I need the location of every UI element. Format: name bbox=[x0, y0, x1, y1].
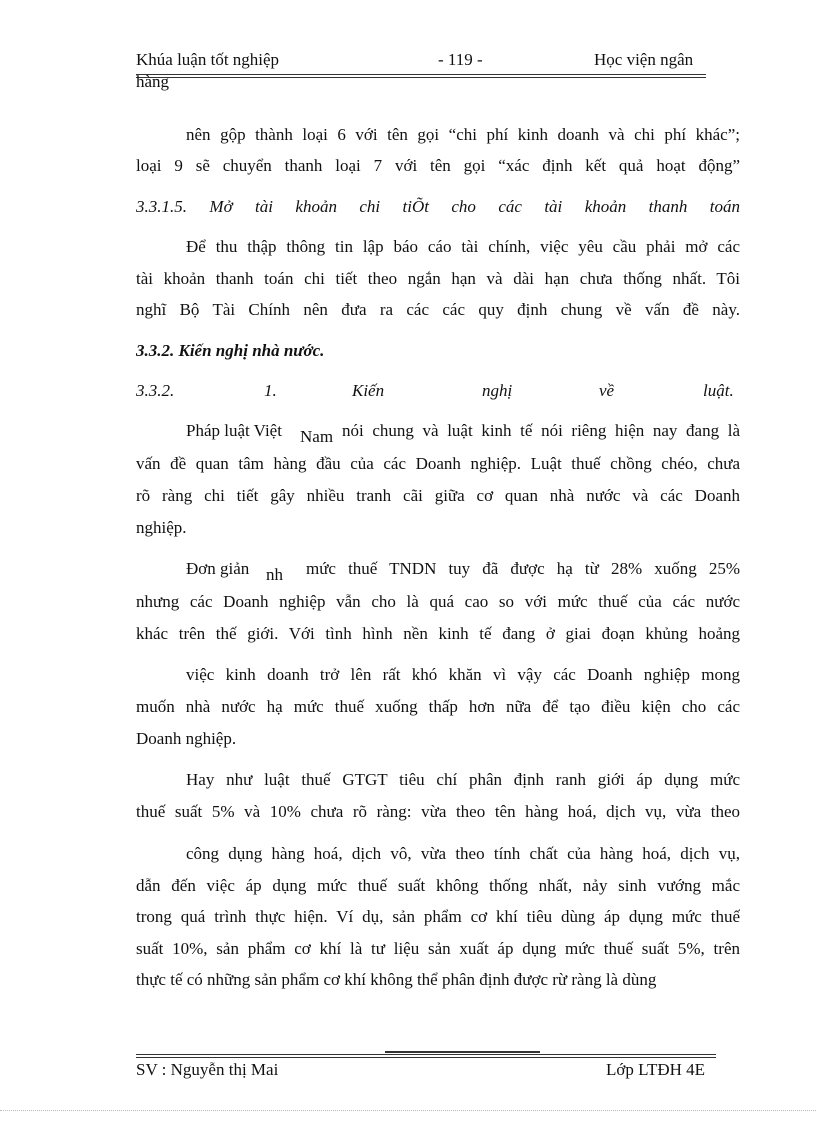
page-bottom-dotted-rule bbox=[0, 1110, 816, 1111]
heading-word: về bbox=[599, 381, 615, 400]
heading-word: luật. bbox=[703, 381, 734, 400]
heading-word: Kiến bbox=[352, 381, 385, 400]
text-line: thuế suất 5% và 10% chưa rõ ràng: vừa theo tên hàng hoá, dịch vụ, vừa theo bbox=[136, 802, 740, 821]
heading-word: nghị bbox=[482, 381, 513, 400]
header-rule-top bbox=[136, 74, 706, 75]
text-line: vấn đề quan tâm hàng đầu của các Doanh nghiệp. Luật thuế chồng chéo, chưa bbox=[136, 454, 740, 473]
text-line: trong quá trình thực hiện. Ví dụ, sản phẩm cơ khí tiêu dùng áp dụng mức thuế bbox=[136, 907, 740, 926]
section-heading-3-3-1-5: 3.3.1.5. Mở tài khoản chi tiÕt cho các tài khoản thanh toán bbox=[136, 197, 740, 216]
text-line: suất 10%, sản phẩm cơ khí là tư liệu sản xuất áp dụng mức thuế suất 5%, trên bbox=[136, 939, 740, 958]
text-line: nghĩ Bộ Tài Chính nên đưa ra các các quy định chung về vấn đề này. bbox=[136, 300, 740, 319]
text-fragment: Pháp luật Việt bbox=[186, 421, 282, 440]
text-line: rõ ràng chi tiết gây nhiều tranh cãi giữa cơ quan nhà nước và các Doanh bbox=[136, 486, 740, 505]
header-rule-bottom bbox=[136, 77, 706, 78]
text-line: loại 9 sẽ chuyển thanh loại 7 với tên gọi “xác định kết quả hoạt động” bbox=[136, 156, 740, 175]
text-line: dẫn đến việc áp dụng mức thuế suất không thống nhất, nảy sinh vướng mắc bbox=[136, 876, 740, 895]
text-line: nghiệp. bbox=[136, 518, 187, 537]
text-fragment: nh bbox=[266, 565, 283, 584]
text-line: nhưng các Doanh nghiệp vẫn cho là quá cao so với mức thuế của các nước bbox=[136, 592, 740, 611]
text-fragment: nói chung và luật kinh tế nói riêng hiện nay đang là bbox=[342, 421, 740, 440]
section-heading-3-3-2: 3.3.2. Kiến nghị nhà nước. bbox=[136, 341, 325, 360]
text-line: khác trên thế giới. Với tình hình nền kinh tế đang ở giai đoạn khủng hoảng bbox=[136, 624, 740, 643]
footer-rule-bottom bbox=[136, 1057, 716, 1058]
footer-rule-accent bbox=[385, 1051, 540, 1053]
text-line: muốn nhà nước hạ mức thuế xuống thấp hơn nữa để tạo điều kiện cho các bbox=[136, 697, 740, 716]
header-left: Khúa luận tốt nghiệp bbox=[136, 50, 280, 69]
text-fragment: Đơn giản bbox=[186, 559, 250, 578]
heading-number: 3.3.2. bbox=[136, 381, 175, 400]
header-left-continued: hàng bbox=[136, 72, 170, 91]
text-line: Hay như luật thuế GTGT tiêu chí phân định ranh giới áp dụng mức bbox=[186, 770, 740, 789]
text-line: tài khoản thanh toán chi tiết theo ngắn hạn và dài hạn chưa thống nhất. Tôi bbox=[136, 269, 740, 288]
footer-left: SV : Nguyễn thị Mai bbox=[136, 1060, 279, 1079]
footer-rule-top bbox=[136, 1054, 716, 1055]
heading-index: 1. bbox=[264, 381, 277, 400]
text-line: công dụng hàng hoá, dịch vô, vừa theo tính chất của hàng hoá, dịch vụ, bbox=[186, 844, 740, 863]
text-line: Doanh nghiệp. bbox=[136, 729, 237, 748]
text-line: việc kinh doanh trở lên rất khó khăn vì vậy các Doanh nghiệp mong bbox=[186, 665, 740, 684]
text-fragment: Nam bbox=[300, 427, 334, 446]
header-right: Học viện ngân bbox=[594, 50, 694, 69]
text-line: thực tế có những sản phẩm cơ khí không thể phân định được rừ ràng là dùng bbox=[136, 970, 657, 989]
text-line: Để thu thập thông tin lập báo cáo tài chính, việc yêu cầu phải mở các bbox=[186, 237, 740, 256]
page-number: - 119 - bbox=[438, 50, 483, 69]
footer-right: Lớp LTĐH 4E bbox=[606, 1060, 706, 1079]
text-fragment: mức thuế TNDN tuy đã được hạ từ 28% xuống 25% bbox=[306, 559, 740, 578]
text-line: nên gộp thành loại 6 với tên gọi “chi phí kinh doanh và chi phí khác”; bbox=[186, 125, 740, 144]
